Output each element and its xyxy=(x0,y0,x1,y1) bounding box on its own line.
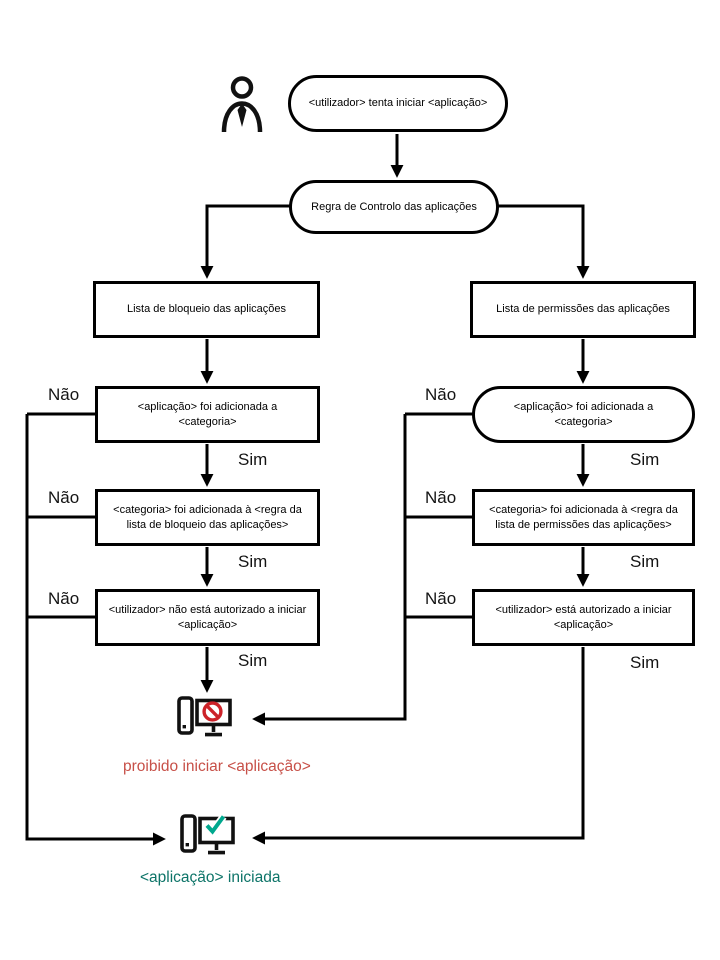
node-start xyxy=(288,75,508,132)
edge-label-no: Não xyxy=(425,385,457,404)
edge-label-no: Não xyxy=(48,385,80,404)
node-right-step-1 xyxy=(472,386,695,443)
node-right-step-3 xyxy=(472,589,695,646)
node-left-step-1 xyxy=(95,386,320,443)
edge-label-no: Não xyxy=(425,589,457,608)
node-left-step-1-label: <aplicação> foi adicionada a <categoria> xyxy=(137,400,278,428)
edge-label-yes: Sim xyxy=(630,552,660,571)
edge-label-no: Não xyxy=(48,488,80,507)
edge-label-yes: Sim xyxy=(630,653,660,672)
node-right-step-2 xyxy=(472,489,695,546)
edge-label-no: Não xyxy=(425,488,457,507)
node-left-step-3 xyxy=(95,589,320,646)
edge-label-no: Não xyxy=(48,589,80,608)
node-left-step-2 xyxy=(95,489,320,546)
node-blocklist-header-label: Lista de bloqueio das aplicações xyxy=(126,303,286,316)
node-right-step-3-label: <utilizador> está autorizado a iniciar <aplicação> xyxy=(495,603,672,631)
node-right-step-2-label: <categoria> foi adicionada à <regra da lista de permissões das aplicações> xyxy=(489,503,678,531)
node-rule-label: Regra de Controlo das aplicações xyxy=(311,200,477,213)
computer-blocked-icon xyxy=(177,696,233,742)
node-blocklist-header xyxy=(93,281,320,338)
arrow-group xyxy=(27,134,583,839)
edge-label-yes: Sim xyxy=(238,450,268,469)
node-allowlist-header xyxy=(470,281,696,338)
edge-label-yes: Sim xyxy=(630,450,660,469)
edge-label-yes: Sim xyxy=(238,651,268,670)
node-left-step-3-label: <utilizador> não está autorizado a iniciar <aplicação> xyxy=(108,603,307,631)
computer-allowed-icon xyxy=(180,812,236,860)
result-allowed-text: <aplicação> iniciada xyxy=(140,869,281,886)
node-right-step-1-label: <aplicação> foi adicionada a <categoria> xyxy=(513,400,654,428)
node-allowlist-header-label: Lista de permissões das aplicações xyxy=(496,303,670,316)
user-icon xyxy=(221,76,263,132)
node-rule xyxy=(289,180,499,234)
node-left-step-2-label: <categoria> foi adicionada à <regra da lista de bloqueio das aplicações> xyxy=(113,503,302,531)
result-denied-text: proibido iniciar <aplicação> xyxy=(123,758,311,775)
node-start-label: <utilizador> tenta iniciar <aplicação> xyxy=(308,97,488,110)
edge-label-yes: Sim xyxy=(238,552,268,571)
